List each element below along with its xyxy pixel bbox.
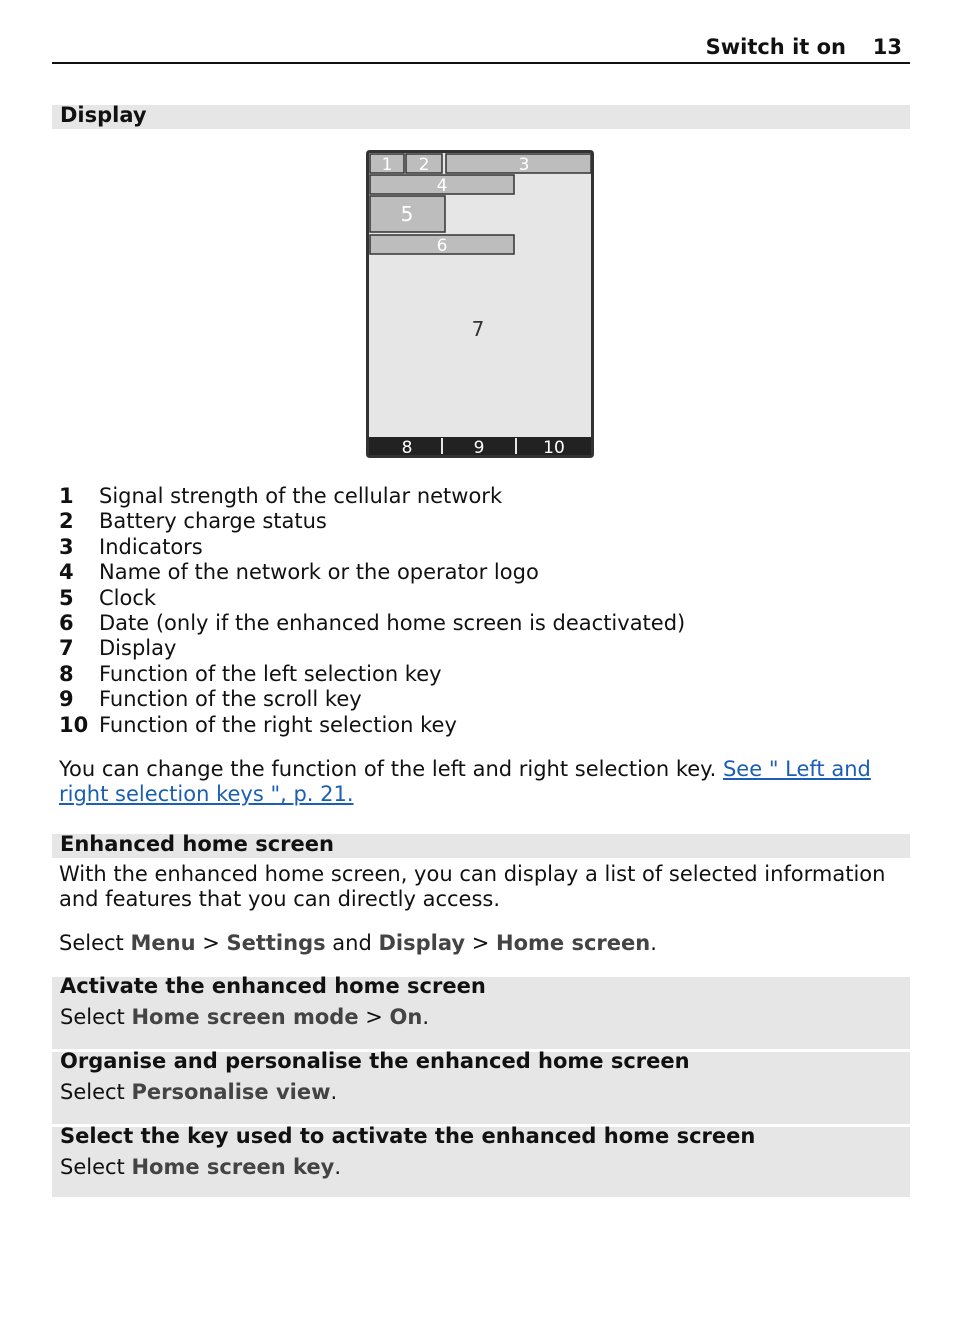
diagram-label-1: 1 [381,155,393,175]
end-punctuation: . [422,1005,430,1029]
path-separator: > [465,931,496,955]
legend-description: Clock [99,585,157,610]
cross-reference-link[interactable]: See " Left and right selection keys ", p. 21. [59,757,871,806]
instruction-text: Select [60,1155,125,1179]
legend-description: Function of the scroll key [99,687,362,712]
note-text: You can change the function of the left and right selection key. [59,757,717,781]
legend-description: Name of the network or the operator logo [99,560,539,585]
path-separator: > [358,1005,390,1029]
legend-description: Display [99,636,177,661]
legend-number: 7 [59,636,74,661]
instruction-text: Select [59,931,124,955]
path-separator: > [195,931,227,955]
enhanced-intro-paragraph: With the enhanced home screen, you can display a list of selected information and features that you can directly access. [59,862,886,911]
instruction-text: Select [60,1080,125,1104]
diagram-label-8: 8 [401,438,413,458]
section-title: Enhanced home screen [60,832,334,856]
menu-path-home-screen-mode: Home screen mode [131,1005,359,1029]
diagram-label-6: 6 [436,236,448,256]
menu-path-home-screen-key: Home screen key [131,1155,335,1179]
diagram-label-7: 7 [471,317,485,341]
task-box-activate [52,974,910,1049]
end-punctuation: . [334,1155,341,1179]
task-instruction [60,1005,429,1029]
menu-path-instruction [59,931,904,956]
legend-description: Function of the right selection key [99,712,457,737]
diagram-label-3: 3 [518,155,530,175]
legend-number: 2 [59,509,74,534]
task-title: Activate the enhanced home screen [60,974,486,998]
menu-path-display: Display [378,931,466,955]
chapter-title: Switch it on [705,35,846,59]
task-instruction [60,1080,337,1104]
diagram-label-10: 10 [543,438,565,458]
end-punctuation: . [650,931,657,955]
display-diagram [366,150,594,460]
menu-path-personalise-view: Personalise view [131,1080,331,1104]
menu-path-home-screen: Home screen [496,931,651,955]
legend-number: 9 [59,687,74,712]
task-title: Select the key used to activate the enhanced home screen [60,1124,756,1148]
page-header [52,34,910,64]
legend-number: 10 [59,712,89,737]
diagram-label-5: 5 [400,202,414,226]
legend-number: 3 [59,534,74,559]
legend-number: 1 [59,484,74,508]
section-heading-display [52,105,910,129]
end-punctuation: . [330,1080,338,1104]
diagram-label-4: 4 [436,176,448,196]
section-title: Display [60,103,147,127]
instruction-text: Select [60,1005,125,1029]
diagram-label-9: 9 [473,438,485,458]
task-box-home-screen-key [52,1124,910,1197]
legend-description: Indicators [99,534,203,559]
menu-path-menu: Menu [130,931,196,955]
legend-description: Battery charge status [99,509,327,534]
menu-path-on: On [389,1005,423,1029]
legend-description: Date (only if the enhanced home screen is deactivated) [99,610,686,635]
legend-number: 8 [59,661,74,686]
legend-number: 6 [59,610,74,635]
task-instruction [60,1155,341,1179]
legend-description: Function of the left selection key [99,661,442,686]
page-number: 13 [872,35,902,59]
conjunction-text: and [325,931,379,955]
section-heading-enhanced-home-screen [52,834,910,858]
menu-path-settings: Settings [226,931,326,955]
task-title: Organise and personalise the enhanced home screen [60,1049,690,1073]
task-box-personalise [52,1049,910,1124]
legend-number: 5 [59,585,74,610]
diagram-label-2: 2 [418,155,430,175]
legend-description: Signal strength of the cellular network [99,484,503,508]
selection-key-note [59,757,904,807]
legend-number: 4 [59,560,74,585]
